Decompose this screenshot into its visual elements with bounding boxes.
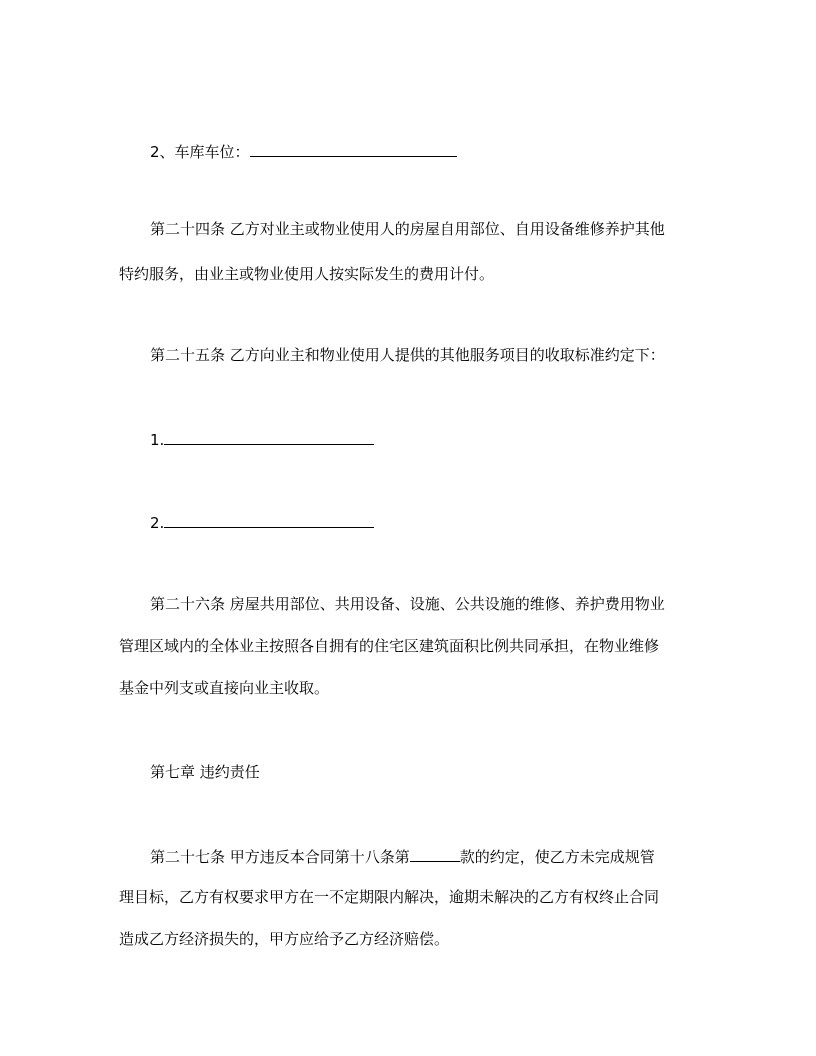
article-27-line-1-before: 第二十七条 甲方违反本合同第十八条第 [150, 848, 410, 866]
article-27-line-3: 造成乙方经济损失的，甲方应给予乙方经济赔偿。 [119, 930, 450, 948]
fee-item-2-blank [164, 511, 374, 528]
article-27-line-1 [150, 845, 655, 867]
garage-item [150, 140, 457, 162]
article-26-line-2: 管理区域内的全体业主按照各自拥有的住宅区建筑面积比例共同承担，在物业维修 [119, 637, 660, 655]
fee-item-1 [150, 428, 374, 450]
fee-item-2-label: 2. [150, 514, 165, 532]
article-24-line-1: 第二十四条 乙方对业主或物业使用人的房屋自用部位、自用设备维修养护其他 [150, 220, 665, 238]
fee-item-1-blank [164, 428, 374, 445]
garage-blank [250, 140, 457, 157]
article-26-line-1: 第二十六条 房屋共用部位、共用设备、设施、公共设施的维修、养护费用物业 [150, 595, 665, 613]
article-24-line-2: 特约服务，由业主或物业使用人按实际发生的费用计付。 [119, 265, 495, 283]
fee-item-1-label: 1. [150, 431, 165, 449]
article-27-clause-blank [410, 845, 460, 862]
article-27-line-2: 理目标，乙方有权要求甲方在一不定期限内解决，逾期未解决的乙方有权终止合同 [119, 888, 660, 906]
garage-label: 2、车库车位： [150, 143, 250, 161]
article-25-line-1: 第二十五条 乙方向业主和物业使用人提供的其他服务项目的收取标准约定下： [150, 346, 665, 364]
article-26-line-3: 基金中列支或直接向业主收取。 [119, 679, 330, 697]
article-27-line-1-after: 款的约定，使乙方未完成规管 [459, 848, 655, 866]
fee-item-2 [150, 511, 374, 533]
chapter-7-title: 第七章 违约责任 [150, 763, 260, 781]
